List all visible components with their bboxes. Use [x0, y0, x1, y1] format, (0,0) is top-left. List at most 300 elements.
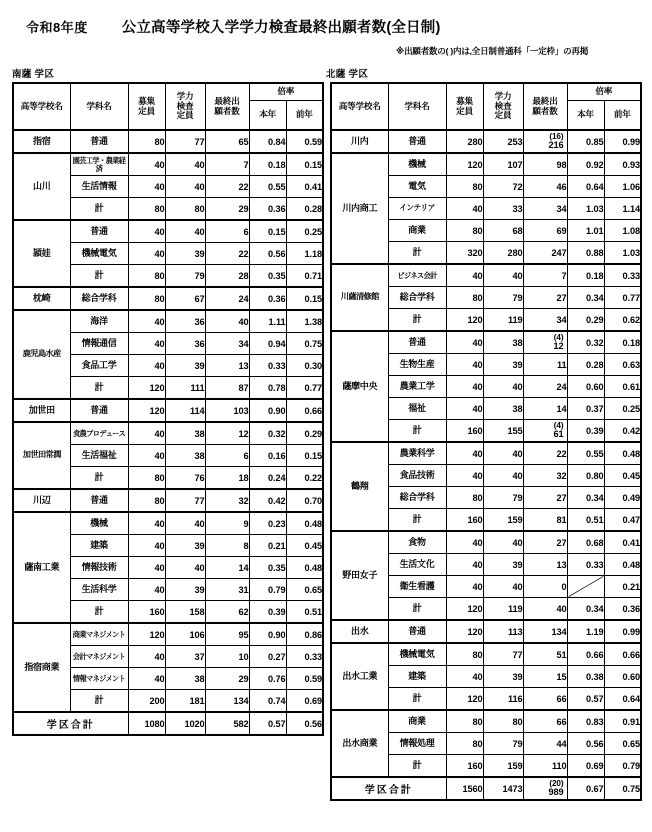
- cell-applicants: 110: [523, 755, 567, 778]
- cell-ratio-current: 0.56: [567, 733, 604, 755]
- cell-ratio-previous: 0.15: [286, 445, 323, 467]
- cell-ratio-current: 0.39: [249, 601, 286, 624]
- cell-ratio-current: 0.80: [567, 465, 604, 487]
- cell-exam-quota: 159: [483, 755, 523, 778]
- cell-course-name: 食品技術: [388, 465, 446, 487]
- cell-applicants: 7: [205, 153, 249, 176]
- cell-course-name: 計: [388, 242, 446, 265]
- table-row: [13, 399, 323, 422]
- cell-ratio-current: 0.39: [567, 420, 604, 443]
- cell-course-name: 普通: [388, 620, 446, 643]
- col-header-quota-line1: 募集: [138, 95, 155, 106]
- cell-ratio-current: 0.66: [567, 643, 604, 666]
- cell-ratio-current: 0.28: [567, 354, 604, 376]
- cell-applicants: 44: [523, 733, 567, 755]
- cell-quota: 80: [446, 176, 483, 198]
- cell-course-name: 情報技術: [70, 557, 128, 579]
- cell-exam-quota: 33: [483, 198, 523, 220]
- cell-quota: 40: [446, 264, 483, 287]
- cell-ratio-current-none: [567, 576, 604, 598]
- cell-quota: 120: [128, 399, 165, 422]
- cell-applicants: 62: [205, 601, 249, 624]
- cell-exam-quota: 40: [483, 442, 523, 465]
- cell-applicants: 582: [205, 712, 249, 735]
- cell-ratio-current: 0.21: [249, 535, 286, 557]
- cell-exam-quota: 77: [483, 643, 523, 666]
- cell-exam-quota: 76: [165, 467, 205, 490]
- cell-applicants: 27: [523, 287, 567, 309]
- cell-applicants: 8: [205, 535, 249, 557]
- cell-course-name: 電気: [388, 176, 446, 198]
- table-body-north: [331, 130, 641, 800]
- cell-ratio-previous: 0.41: [286, 176, 323, 198]
- cell-school-name: 加世田: [13, 399, 70, 422]
- cell-ratio-previous: 0.21: [604, 576, 641, 598]
- col-header-exam-line3: 定員: [176, 110, 194, 121]
- cell-quota: 40: [128, 512, 165, 535]
- cell-ratio-current: 0.32: [249, 422, 286, 445]
- cell-ratio-current: 1.01: [567, 220, 604, 242]
- cell-exam-quota: 38: [165, 445, 205, 467]
- cell-ratio-current: 0.33: [567, 554, 604, 576]
- cell-applicants: 66: [523, 710, 567, 733]
- cell-ratio-previous: 0.59: [286, 668, 323, 690]
- cell-ratio-current: 0.18: [567, 264, 604, 287]
- cell-quota: 80: [128, 130, 165, 153]
- cell-applicants: 34: [523, 198, 567, 220]
- table-header-south: [13, 83, 323, 130]
- cell-applicants: 134: [523, 620, 567, 643]
- cell-ratio-current: 0.24: [249, 467, 286, 490]
- cell-applicants: 22: [205, 176, 249, 198]
- col-header-course: 学科名: [70, 83, 128, 130]
- cell-course-name: 機械電気: [388, 643, 446, 666]
- cell-ratio-current: 0.27: [249, 646, 286, 668]
- cell-ratio-current: 0.34: [567, 598, 604, 621]
- cell-course-name: 食物: [388, 531, 446, 554]
- cell-applicants: 95: [205, 623, 249, 646]
- cell-ratio-current: 0.85: [567, 130, 604, 153]
- table-row: [331, 710, 641, 733]
- cell-ratio-previous: 0.33: [286, 646, 323, 668]
- cell-school-name: 鶴翔: [331, 442, 388, 531]
- col-header-applicants: [523, 83, 567, 130]
- cell-course-name: 生活文化: [388, 554, 446, 576]
- cell-ratio-previous: 0.45: [604, 465, 641, 487]
- cell-exam-quota: 39: [483, 554, 523, 576]
- cell-applicants: 46: [523, 176, 567, 198]
- cell-ratio-current: 0.33: [249, 355, 286, 377]
- table-row: [331, 643, 641, 666]
- cell-ratio-previous: 0.41: [604, 531, 641, 554]
- cell-exam-quota: 80: [165, 198, 205, 221]
- cell-ratio-previous: 0.51: [286, 601, 323, 624]
- applicants-quota-note: (20): [549, 778, 564, 788]
- cell-ratio-previous: 0.60: [604, 666, 641, 688]
- cell-course-name: 計: [388, 598, 446, 621]
- cell-applicants: 24: [523, 376, 567, 398]
- cell-quota: 40: [128, 668, 165, 690]
- cell-course-name: 計: [388, 755, 446, 778]
- footnote-text: ※出願者数の( )内は,全日制普通科「一定枠」の再掲: [396, 46, 588, 56]
- cell-quota: 40: [446, 376, 483, 398]
- cell-ratio-previous: 0.93: [604, 153, 641, 176]
- cell-ratio-previous: 0.48: [286, 512, 323, 535]
- cell-ratio-previous: 0.48: [604, 554, 641, 576]
- cell-ratio-current: 0.76: [249, 668, 286, 690]
- cell-applicants: 28: [205, 265, 249, 288]
- cell-applicants: 10: [205, 646, 249, 668]
- cell-applicants: 18: [205, 467, 249, 490]
- col-header-ratio-previous: 前年: [286, 101, 323, 131]
- cell-exam-quota: 40: [483, 576, 523, 598]
- cell-quota: 40: [128, 153, 165, 176]
- cell-course-name: 計: [70, 198, 128, 221]
- col-header-applicants-line2: 願者数: [214, 105, 240, 116]
- cell-quota: 120: [446, 620, 483, 643]
- cell-course-name: 商業マネジメント: [70, 623, 128, 646]
- cell-exam-quota: 155: [483, 420, 523, 443]
- cell-course-name: 園芸工学・農業経済: [70, 153, 128, 176]
- table-row: [13, 422, 323, 445]
- cell-course-name: 総合学科: [388, 487, 446, 509]
- cell-applicants: 103: [205, 399, 249, 422]
- cell-quota: 120: [446, 598, 483, 621]
- cell-course-name: 総合学科: [388, 287, 446, 309]
- cell-ratio-current: 0.69: [567, 755, 604, 778]
- cell-ratio-previous: 0.66: [604, 643, 641, 666]
- cell-ratio-previous: 0.48: [604, 442, 641, 465]
- cell-total-quota: 1080: [128, 712, 165, 735]
- district-caption-north: 北薩 学区: [326, 69, 369, 80]
- district-table-north: [330, 82, 640, 801]
- cell-school-name: 指宿商業: [13, 623, 70, 712]
- cell-exam-quota: 40: [165, 176, 205, 198]
- table-row: [13, 130, 323, 153]
- cell-applicants: 6: [205, 445, 249, 467]
- cell-school-name: 川辺: [13, 489, 70, 512]
- cell-quota: 80: [446, 487, 483, 509]
- cell-quota: 40: [128, 579, 165, 601]
- cell-quota: 80: [446, 287, 483, 309]
- cell-quota: 160: [446, 420, 483, 443]
- col-header-exam-quota: [483, 83, 523, 130]
- cell-total-ratio-current: 0.57: [249, 712, 286, 735]
- cell-ratio-current: 0.90: [249, 623, 286, 646]
- col-header-exam-quota: [165, 83, 205, 130]
- cell-quota: 80: [446, 220, 483, 242]
- cell-exam-quota: 39: [165, 243, 205, 265]
- cell-ratio-current: 0.88: [567, 242, 604, 265]
- cell-course-name: 海洋: [70, 310, 128, 333]
- cell-ratio-current: 0.74: [249, 690, 286, 713]
- cell-course-name: 計: [70, 601, 128, 624]
- cell-applicants: 22: [523, 442, 567, 465]
- cell-ratio-previous: 0.77: [604, 287, 641, 309]
- cell-exam-quota: 79: [483, 287, 523, 309]
- cell-course-name: 会計マネジメント: [70, 646, 128, 668]
- cell-applicants: 40: [523, 598, 567, 621]
- cell-quota: 40: [128, 557, 165, 579]
- cell-exam-quota: 38: [165, 668, 205, 690]
- cell-exam-quota: 40: [165, 153, 205, 176]
- cell-exam-quota: 37: [165, 646, 205, 668]
- applicants-value: 989: [548, 787, 564, 797]
- cell-ratio-previous: 0.77: [286, 377, 323, 400]
- cell-course-name: 総合学科: [70, 287, 128, 310]
- cell-ratio-current: 0.34: [567, 287, 604, 309]
- cell-quota: 40: [128, 310, 165, 333]
- table-row: [331, 153, 641, 176]
- col-header-applicants-line1: 最終出: [532, 95, 558, 106]
- cell-applicants: 69: [523, 220, 567, 242]
- cell-exam-quota: 253: [483, 130, 523, 153]
- cell-quota: 80: [446, 710, 483, 733]
- cell-exam-quota: 106: [165, 623, 205, 646]
- applicants-value: 12: [553, 341, 564, 351]
- col-header-ratio-current: 本年: [567, 101, 604, 131]
- cell-total-label: 学区合計: [331, 777, 446, 800]
- cell-quota: 40: [128, 220, 165, 243]
- cell-course-name: 商業: [388, 710, 446, 733]
- cell-ratio-current: 0.42: [249, 489, 286, 512]
- cell-ratio-previous: 0.59: [286, 130, 323, 153]
- cell-course-name: 農業科学: [388, 442, 446, 465]
- cell-ratio-previous: 1.03: [604, 242, 641, 265]
- cell-school-name: 薩南工業: [13, 512, 70, 623]
- cell-school-name: 薩摩中央: [331, 331, 388, 442]
- cell-total-ratio-current: 0.67: [567, 777, 604, 800]
- cell-ratio-current: 0.56: [249, 243, 286, 265]
- note-row: [12, 45, 640, 57]
- cell-course-name: 福祉: [388, 398, 446, 420]
- cell-applicants: 27: [523, 487, 567, 509]
- cell-quota: 80: [128, 489, 165, 512]
- cell-course-name: 生活福祉: [70, 445, 128, 467]
- cell-ratio-previous: 0.33: [604, 264, 641, 287]
- cell-exam-quota: 36: [165, 310, 205, 333]
- cell-exam-quota: 39: [483, 354, 523, 376]
- cell-ratio-current: 0.94: [249, 333, 286, 355]
- cell-exam-quota: 36: [165, 333, 205, 355]
- col-header-quota-line2: 定員: [456, 105, 473, 116]
- cell-ratio-current: 1.19: [567, 620, 604, 643]
- cell-quota: 40: [446, 354, 483, 376]
- col-header-exam-line2: 検査: [176, 100, 194, 111]
- cell-quota: 200: [128, 690, 165, 713]
- cell-ratio-previous: 0.99: [604, 130, 641, 153]
- cell-course-name: 普通: [70, 220, 128, 243]
- cell-ratio-current: 0.15: [249, 220, 286, 243]
- cell-ratio-previous: 0.36: [604, 598, 641, 621]
- cell-quota: 40: [446, 398, 483, 420]
- cell-course-name: 生活情報: [70, 176, 128, 198]
- table-row: [13, 153, 323, 176]
- cell-quota: 160: [128, 601, 165, 624]
- district-caption-row: [12, 66, 640, 79]
- cell-applicants: [523, 420, 567, 443]
- cell-ratio-previous: 0.18: [604, 331, 641, 354]
- cell-quota: 40: [446, 666, 483, 688]
- cell-applicants: 24: [205, 287, 249, 310]
- cell-quota: 40: [446, 554, 483, 576]
- cell-course-name: 普通: [70, 130, 128, 153]
- cell-course-name: 普通: [70, 399, 128, 422]
- cell-ratio-current: 0.55: [567, 442, 604, 465]
- table-row: [331, 331, 641, 354]
- cell-applicants: 7: [523, 264, 567, 287]
- cell-school-name: 川内商工: [331, 153, 388, 264]
- cell-exam-quota: 181: [165, 690, 205, 713]
- tables-container: [12, 82, 640, 801]
- cell-quota: 280: [446, 130, 483, 153]
- cell-exam-quota: 40: [165, 557, 205, 579]
- col-header-applicants-line1: 最終出: [214, 95, 240, 106]
- cell-ratio-previous: 0.64: [604, 688, 641, 711]
- cell-applicants: 12: [205, 422, 249, 445]
- table-row: [331, 442, 641, 465]
- cell-ratio-current: 0.79: [249, 579, 286, 601]
- cell-ratio-current: 0.34: [567, 487, 604, 509]
- cell-course-name: 食農プロデュース: [70, 422, 128, 445]
- cell-school-name: 出水: [331, 620, 388, 643]
- cell-quota: 320: [446, 242, 483, 265]
- cell-applicants: [523, 331, 567, 354]
- cell-applicants: 29: [205, 198, 249, 221]
- table-header-north: [331, 83, 641, 130]
- cell-exam-quota: 40: [165, 512, 205, 535]
- cell-exam-quota: 77: [165, 130, 205, 153]
- cell-ratio-previous: 0.45: [286, 535, 323, 557]
- cell-course-name: 計: [388, 509, 446, 532]
- cell-course-name: 建築: [388, 666, 446, 688]
- cell-course-name: 計: [70, 690, 128, 713]
- page-title: 公立高等学校入学学力検査最終出願者数(全日制): [121, 20, 441, 36]
- cell-ratio-previous: 0.79: [604, 755, 641, 778]
- table-row: [331, 620, 641, 643]
- cell-ratio-previous: 1.38: [286, 310, 323, 333]
- cell-school-name: 山川: [13, 153, 70, 220]
- cell-ratio-previous: 0.15: [286, 153, 323, 176]
- cell-quota: 40: [128, 422, 165, 445]
- col-header-quota-line2: 定員: [138, 105, 155, 116]
- cell-ratio-current: 0.68: [567, 531, 604, 554]
- cell-quota: 120: [446, 688, 483, 711]
- table-row: [13, 623, 323, 646]
- cell-total-ratio-previous: 0.75: [604, 777, 641, 800]
- cell-quota: 80: [128, 467, 165, 490]
- cell-total-exam-quota: 1020: [165, 712, 205, 735]
- table-row: [331, 531, 641, 554]
- cell-ratio-current: 0.64: [567, 176, 604, 198]
- cell-applicants: 51: [523, 643, 567, 666]
- cell-course-name: 計: [70, 377, 128, 400]
- cell-ratio-previous: 0.63: [604, 354, 641, 376]
- cell-applicants: 15: [523, 666, 567, 688]
- cell-exam-quota: 113: [483, 620, 523, 643]
- col-header-exam-line1: 学力: [176, 91, 194, 102]
- cell-course-name: 機械: [70, 512, 128, 535]
- cell-quota: 80: [446, 733, 483, 755]
- cell-course-name: 計: [388, 420, 446, 443]
- cell-exam-quota: 67: [165, 287, 205, 310]
- era-label: 令和8年度: [26, 20, 88, 35]
- cell-quota: 120: [128, 377, 165, 400]
- cell-ratio-current: 1.11: [249, 310, 286, 333]
- cell-ratio-previous: 0.48: [286, 557, 323, 579]
- cell-course-name: 建築: [70, 535, 128, 557]
- cell-applicants: 98: [523, 153, 567, 176]
- cell-applicants: 22: [205, 243, 249, 265]
- col-header-ratio: 倍率: [567, 83, 641, 101]
- applicants-quota-note: (16): [549, 131, 564, 141]
- cell-ratio-current: 0.35: [249, 557, 286, 579]
- cell-quota: 120: [446, 153, 483, 176]
- cell-ratio-current: 0.60: [567, 376, 604, 398]
- applicants-table-north: [330, 82, 642, 801]
- cell-ratio-current: 0.37: [567, 398, 604, 420]
- cell-exam-quota: 77: [165, 489, 205, 512]
- cell-exam-quota: 79: [165, 265, 205, 288]
- cell-ratio-previous: 0.69: [286, 690, 323, 713]
- cell-ratio-previous: 0.25: [604, 398, 641, 420]
- cell-exam-quota: 79: [483, 487, 523, 509]
- col-header-exam-line3: 定員: [494, 110, 512, 121]
- cell-ratio-current: 0.78: [249, 377, 286, 400]
- cell-quota: 40: [128, 176, 165, 198]
- cell-applicants: 40: [205, 310, 249, 333]
- cell-exam-quota: 39: [165, 535, 205, 557]
- cell-ratio-previous: 0.65: [604, 733, 641, 755]
- cell-ratio-previous: 0.29: [286, 422, 323, 445]
- cell-ratio-previous: 1.14: [604, 198, 641, 220]
- cell-ratio-previous: 0.28: [286, 198, 323, 221]
- cell-ratio-previous: 0.71: [286, 265, 323, 288]
- cell-applicants: 34: [523, 309, 567, 332]
- cell-ratio-current: 0.90: [249, 399, 286, 422]
- cell-ratio-previous: 0.62: [604, 309, 641, 332]
- cell-quota: 40: [446, 331, 483, 354]
- cell-quota: 80: [446, 643, 483, 666]
- cell-exam-quota: 280: [483, 242, 523, 265]
- cell-applicants: 32: [523, 465, 567, 487]
- cell-exam-quota: 159: [483, 509, 523, 532]
- cell-quota: 40: [128, 535, 165, 557]
- col-header-ratio: 倍率: [249, 83, 323, 101]
- cell-course-name: 情報処理: [388, 733, 446, 755]
- cell-ratio-previous: 1.06: [604, 176, 641, 198]
- cell-ratio-previous: 0.47: [604, 509, 641, 532]
- cell-ratio-previous: 0.70: [286, 489, 323, 512]
- cell-applicants: 31: [205, 579, 249, 601]
- cell-course-name: 生活科学: [70, 579, 128, 601]
- cell-exam-quota: 79: [483, 733, 523, 755]
- cell-ratio-previous: 0.61: [604, 376, 641, 398]
- cell-exam-quota: 38: [483, 398, 523, 420]
- cell-exam-quota: 158: [165, 601, 205, 624]
- col-header-quota-line1: 募集: [456, 95, 473, 106]
- cell-total-quota: 1560: [446, 777, 483, 800]
- cell-exam-quota: 39: [483, 666, 523, 688]
- cell-applicants: 13: [523, 554, 567, 576]
- cell-ratio-previous: 1.18: [286, 243, 323, 265]
- cell-applicants: 247: [523, 242, 567, 265]
- cell-exam-quota: 111: [165, 377, 205, 400]
- cell-quota: 40: [446, 531, 483, 554]
- cell-total-ratio-previous: 0.56: [286, 712, 323, 735]
- table-row: [13, 287, 323, 310]
- cell-course-name: 情報マネジメント: [70, 668, 128, 690]
